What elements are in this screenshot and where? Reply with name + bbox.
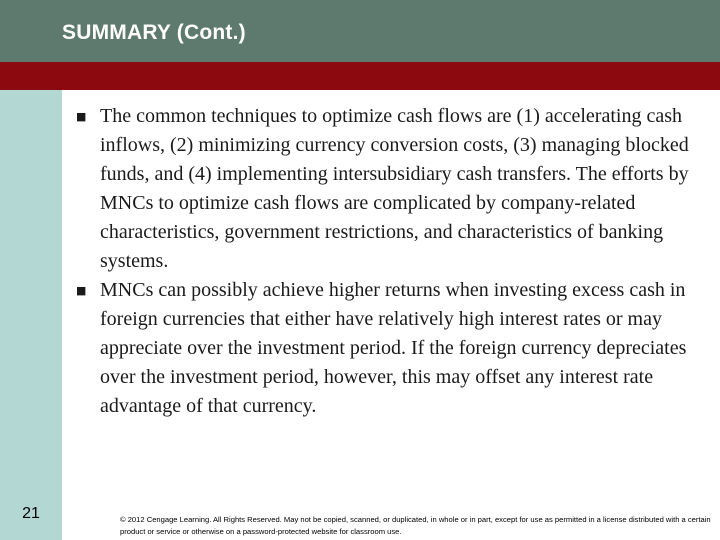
square-bullet-icon: ■ [76, 110, 87, 123]
square-bullet-icon: ■ [76, 284, 87, 297]
bullet-item [74, 276, 714, 421]
bullet-text: The common techniques to optimize cash flows are (1) accelerating cash inflows, (2) minimizing currency conversion costs, (3) managing blocked funds, and (4) implementing intersubsidiary cash transfers. The efforts by MNCs to optimize cash flows are complicated by company-related characteristics, government restrictions, and characteristics of banking systems. [100, 105, 689, 272]
left-sidebar-strip [0, 90, 62, 540]
title-bar [0, 0, 720, 62]
slide-content [74, 102, 714, 421]
copyright-footer: © 2012 Cengage Learning. All Rights Reserved. May not be copied, scanned, or duplicated, in whole or in part, except for use as permitted in a license distributed with a certain product or service or otherwise on a password-protected website for classroom use. [120, 515, 711, 536]
accent-band [0, 62, 720, 90]
slide-title: SUMMARY (Cont.) [62, 21, 246, 44]
page-number: 21 [22, 505, 40, 522]
bullet-text: MNCs can possibly achieve higher returns when investing excess cash in foreign currencies that either have relatively high interest rates or may appreciate over the investment period. If the foreign currency depreciates over the investment period, however, this may offset any interest rate advantage of that currency. [100, 279, 687, 417]
bullet-item [74, 102, 714, 276]
